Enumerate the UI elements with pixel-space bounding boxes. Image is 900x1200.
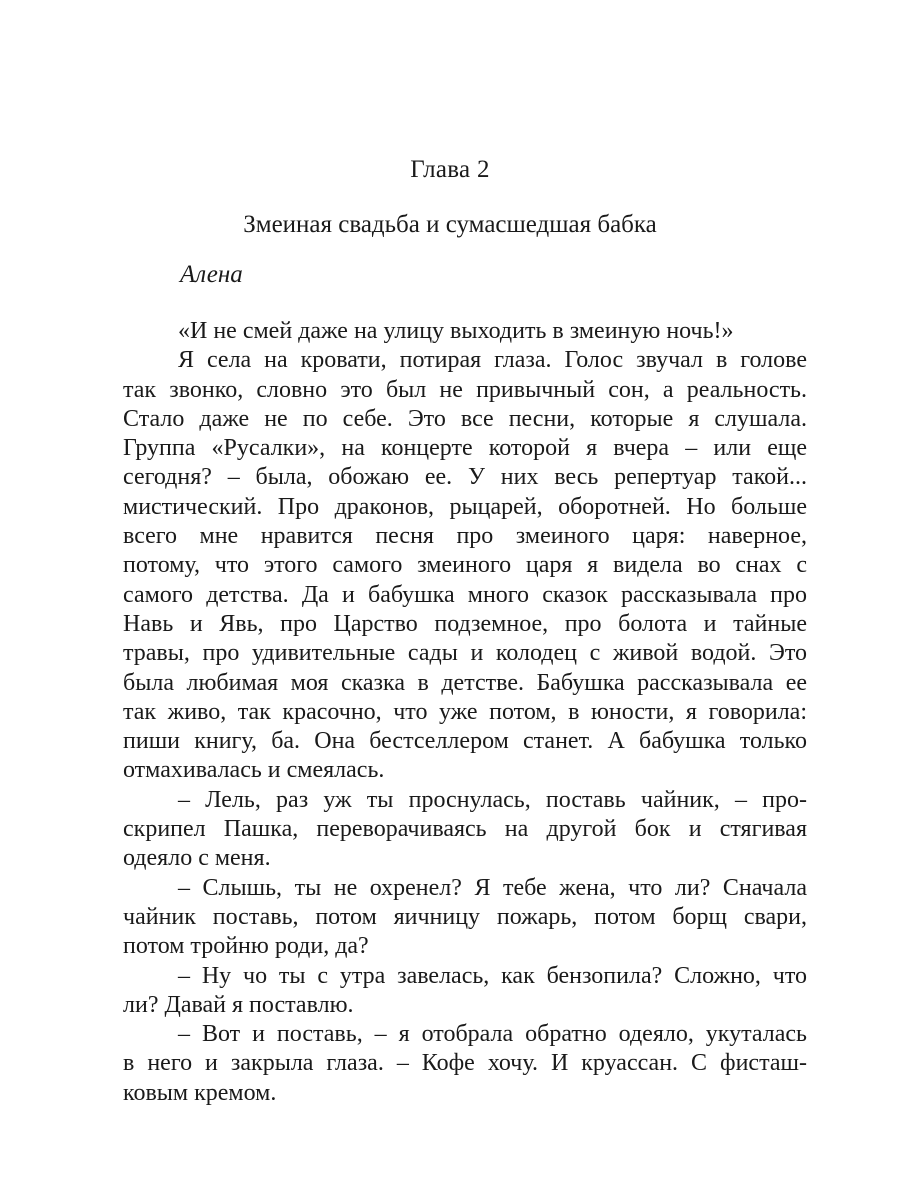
text-line: сегодня? – была, обожаю ее. У них весь репертуар такой... (123, 464, 807, 491)
text-line: травы, про удивительные сады и колодец с живой водой. Это (123, 640, 807, 667)
text-line: ли? Давай я поставлю. (123, 991, 354, 1018)
text-line: скрипел Пашка, переворачиваясь на другой бок и стягивая (123, 816, 807, 843)
text-line: чайник поставь, потом яичницу пожарь, потом борщ свари, (123, 903, 807, 930)
text-line: «И не смей даже на улицу выходить в змеиную ночь!» (178, 318, 734, 344)
text-line: отмахивалась и смеялась. (123, 757, 385, 784)
text-line: ковым кремом. (123, 1079, 277, 1106)
text-line: – Слышь, ты не охренел? Я тебе жена, что ли? Сначала (178, 874, 807, 901)
text-line: – Лель, раз уж ты проснулась, поставь чайник, – про- (178, 786, 807, 813)
text-line: одеяло с меня. (123, 845, 271, 872)
text-line: была любимая моя сказка в детстве. Бабушка рассказывала ее (123, 669, 807, 696)
chapter-number: Глава 2 (410, 156, 490, 183)
text-line: – Ну чо ты с утра завелась, как бензопила? Сложно, что (178, 962, 807, 989)
text-line: мистический. Про драконов, рыцарей, оборотней. Но больше (123, 493, 807, 520)
text-line: так звонко, словно это был не привычный сон, а реальность. (123, 376, 807, 403)
text-line: Стало даже не по себе. Это все песни, которые я слушала. (123, 405, 807, 432)
body-text (123, 317, 807, 1108)
chapter-pov-name: Алена (180, 261, 243, 288)
text-line: так живо, так красочно, что уже потом, в юности, я говорила: (123, 698, 807, 725)
text-line: Навь и Явь, про Царство подземное, про болота и тайные (123, 610, 807, 637)
text-line: Группа «Русалки», на концерте которой я вчера – или еще (123, 435, 807, 462)
text-line: самого детства. Да и бабушка много сказок рассказывала про (123, 581, 807, 608)
text-line: в него и закрыла глаза. – Кофе хочу. И круассан. С фисташ- (123, 1050, 807, 1077)
text-line: пиши книгу, ба. Она бестселлером станет. А бабушка только (123, 728, 807, 755)
text-line: – Вот и поставь, – я отобрала обратно одеяло, укуталась (178, 1021, 807, 1048)
chapter-title: Змеиная свадьба и сумасшедшая бабка (243, 211, 657, 238)
text-line: потом тройню роди, да? (123, 933, 369, 960)
text-line: Я села на кровати, потирая глаза. Голос звучал в голове (178, 347, 807, 374)
text-line: потому, что этого самого змеиного царя я видела во снах с (123, 552, 807, 579)
text-line: всего мне нравится песня про змеиного царя: наверное, (123, 523, 807, 550)
